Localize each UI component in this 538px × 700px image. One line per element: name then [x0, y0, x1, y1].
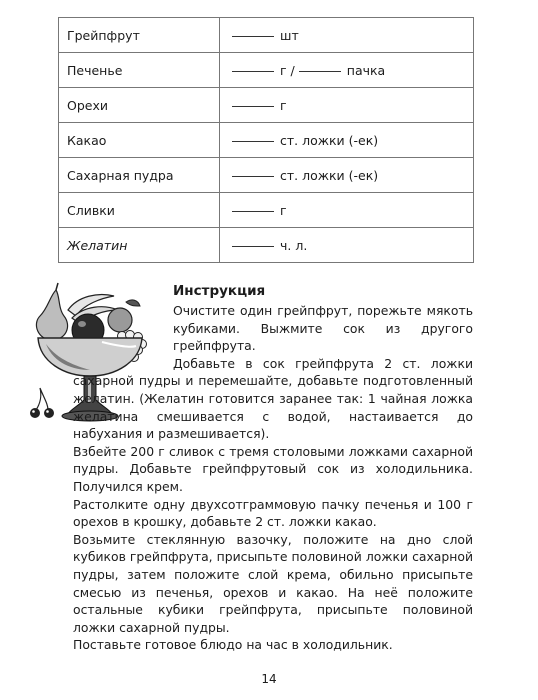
instruction-paragraph: Возьмите стеклянную вазочку, положите на дно слой кубиков грейпфрута, присыпьте половиной ложки сахарной пудры, затем положите слой крема, обильно присыпьте смесью из печенья, орехов и какао. На неё положите остальные кубики грейпфрута, присыпьте половиной ложки сахарной пудры. — [73, 531, 473, 635]
fill-blank — [232, 246, 274, 247]
instruction-heading: Инструкция — [173, 283, 266, 299]
fill-blank — [232, 71, 274, 72]
ingredient-name: Грейпфрут — [59, 18, 220, 53]
table-row — [59, 53, 474, 88]
ingredient-amount: шт — [220, 18, 474, 53]
page-number: 14 — [261, 672, 277, 686]
ingredient-amount: ст. ложки (-ек) — [220, 158, 474, 193]
instruction-paragraph: Очистите один грейпфрут, порежьте мякоть кубиками. Выжмите сок из другого грейпфрута. — [173, 303, 473, 354]
ingredient-amount: г — [220, 88, 474, 123]
instruction-paragraph: Добавьте в сок грейпфрута 2 ст. ложки сахарной пудры и перемешайте, добавьте подготовленный желатин. (Желатин готовится заранее так: 1 чайная ложка желатина смешивается с водой, настаивается до набухания и размешивается). — [73, 355, 473, 442]
ingredient-amount: г / пачка — [220, 53, 474, 88]
fill-blank — [232, 176, 274, 177]
ingredient-name: Желатин — [59, 228, 220, 263]
ingredient-amount: ст. ложки (-ек) — [220, 123, 474, 158]
table-row — [59, 228, 474, 263]
table-row — [59, 158, 474, 193]
ingredient-name: Орехи — [59, 88, 220, 123]
table-row — [59, 193, 474, 228]
ingredient-name: Какао — [59, 123, 220, 158]
ingredient-name: Сливки — [59, 193, 220, 228]
ingredient-amount: ч. л. — [220, 228, 474, 263]
instruction-text — [73, 302, 473, 654]
ingredients-table — [58, 17, 474, 263]
ingredient-name: Сахарная пудра — [59, 158, 220, 193]
instruction-paragraph: Взбейте 200 г сливок с тремя столовыми ложками сахарной пудры. Добавьте грейпфрутовый сок из холодильника. Получился крем. — [73, 443, 473, 494]
fill-blank — [299, 71, 341, 72]
fill-blank — [232, 106, 274, 107]
ingredient-amount: г — [220, 193, 474, 228]
table-row — [59, 88, 474, 123]
instruction-paragraph: Поставьте готовое блюдо на час в холодильник. — [73, 637, 393, 653]
fill-blank — [232, 36, 274, 37]
instruction-paragraph: Растолките одну двухсотграммовую пачку печенья и 100 г орехов в крошку, добавьте 2 ст. ложки какао. — [73, 496, 473, 530]
fill-blank — [232, 141, 274, 142]
fill-blank — [232, 211, 274, 212]
table-row — [59, 18, 474, 53]
ingredient-name: Печенье — [59, 53, 220, 88]
table-row — [59, 123, 474, 158]
